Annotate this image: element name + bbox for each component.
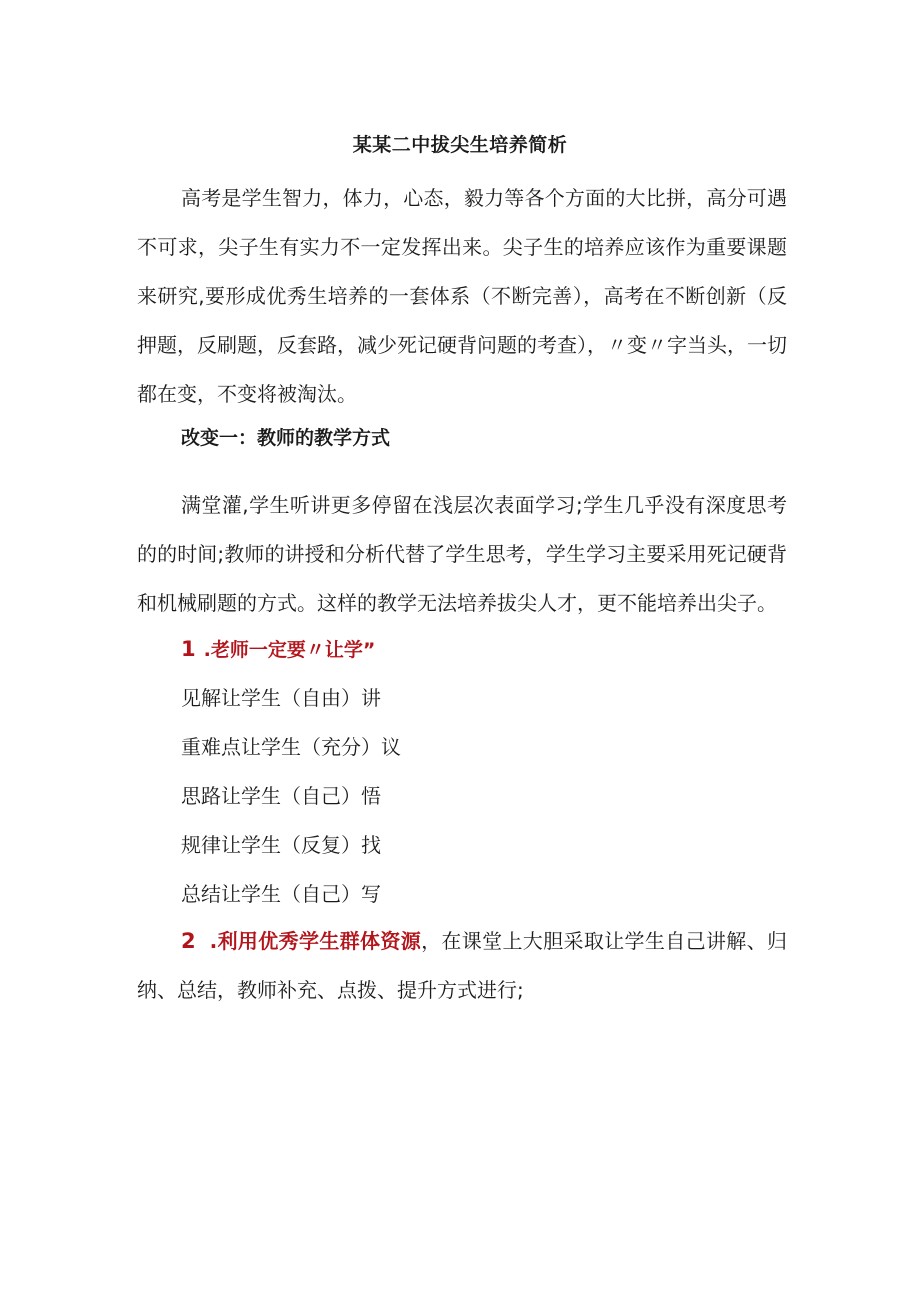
point-1-label: .老师一定要〃让学” [203, 639, 376, 661]
list-item: 总结让学生（自己）写 [181, 882, 381, 906]
list-item: 思路让学生（自己）悟 [181, 784, 381, 808]
point-2-label: .利用优秀学生群体资源 [209, 929, 422, 953]
point-2-heading [181, 929, 421, 953]
point-2-number: 2 [181, 929, 196, 953]
point-2-text: ，在课堂上大胆采取让学生自己讲解、归纳、总结，教师补充、点拨、提升方式进行; [137, 929, 787, 1002]
document-title: 某某二中拔尖生培养简析 [352, 134, 568, 156]
list-item: 见解让学生（自由）讲 [181, 686, 381, 710]
point-1-heading [181, 635, 375, 664]
section-paragraph: 满堂灌,学生听讲更多停留在浅层次表面学习;学生几乎没有深度思考的的时间;教师的讲授和分析代替了学生思考，学生学习主要采用死记硬背和机械刷题的方式。这样的教学无法培养拔尖人才，更不能培养出尖子。 [137, 493, 787, 615]
point-2-paragraph [137, 917, 787, 1015]
point-1-number: 1 [181, 637, 196, 661]
list-item: 重难点让学生（充分）议 [181, 735, 401, 759]
intro-paragraph: 高考是学生智力，体力，心态，毅力等各个方面的大比拼，高分可遇不可求，尖子生有实力不一定发挥出来。尖子生的培养应该作为重要课题来研究,要形成优秀生培养的一套体系（不断完善），高考在不断创新（反押题，反刷题，反套路，减少死记硬背问题的考查），〃变〃字当头，一切都在变，不变将被淘汰。 [137, 186, 787, 406]
list-item: 规律让学生（反复）找 [181, 833, 381, 857]
section-heading: 改变一：教师的教学方式 [181, 427, 391, 449]
